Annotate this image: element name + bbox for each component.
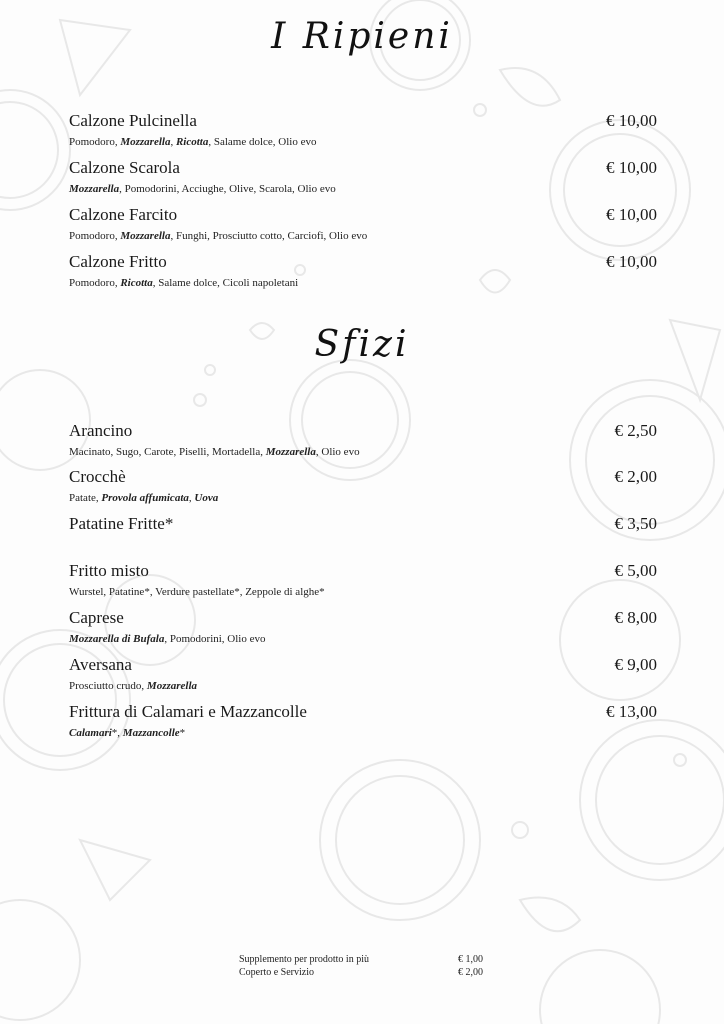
menu-item-desc	[69, 679, 657, 693]
menu-item-desc	[69, 491, 657, 505]
ingredient-text: , Pomodorini, Olio evo	[164, 633, 266, 645]
footer-price: € 2,00	[458, 967, 483, 978]
menu-item	[69, 205, 657, 243]
menu-item-price: € 10,00	[606, 205, 657, 224]
menu-item	[69, 421, 657, 459]
section-title-ripieni: I Ripieni	[271, 16, 453, 57]
ingredient-highlight: Ricotta	[120, 277, 153, 289]
ingredient-text: , Olio evo	[315, 446, 360, 458]
menu-item-name: Calzone Farcito	[69, 205, 178, 224]
menu-item	[69, 514, 657, 534]
menu-item	[69, 252, 657, 290]
menu-item	[69, 655, 657, 693]
section-title-sfizi: Sfizi	[314, 324, 410, 365]
menu-item-price: € 10,00	[606, 111, 657, 130]
ingredient-highlight: Mozzarella	[265, 446, 316, 458]
menu-item-desc	[69, 585, 657, 599]
ingredient-text: Pomodoro,	[69, 136, 121, 148]
menu-item	[69, 702, 657, 740]
menu-item	[69, 158, 657, 196]
menu-item-name: Calzone Scarola	[69, 158, 180, 177]
ingredient-highlight: Mozzarella	[146, 680, 198, 692]
menu-item	[69, 111, 657, 149]
ingredient-text: *,	[111, 727, 123, 739]
menu-item-name: Calzone Fritto	[69, 252, 167, 271]
ingredient-highlight: Calamari	[69, 727, 112, 739]
footer-label: Coperto e Servizio	[239, 967, 314, 978]
ingredient-text: Macinato, Sugo, Carote, Piselli, Mortadella,	[69, 446, 266, 458]
menu-item	[69, 561, 657, 599]
ingredient-text: Prosciutto crudo,	[69, 680, 147, 692]
menu-item	[69, 467, 657, 505]
menu-item-desc	[69, 135, 657, 149]
menu-item-desc	[69, 445, 657, 459]
menu-item-price: € 9,00	[614, 655, 657, 674]
menu-item-price: € 5,00	[614, 561, 657, 580]
menu-item-desc	[69, 726, 657, 740]
ingredient-highlight: Mozzarella	[69, 183, 120, 195]
footer-label: Supplemento per prodotto in più	[239, 954, 369, 965]
menu-item-price: € 2,50	[614, 421, 657, 440]
footer-extras	[239, 953, 489, 979]
ingredient-text: Pomodoro,	[69, 230, 121, 242]
menu-item-price: € 10,00	[606, 252, 657, 271]
ingredient-text: Patate,	[69, 492, 102, 504]
menu-item-price: € 10,00	[606, 158, 657, 177]
menu-item-desc	[69, 229, 657, 243]
ingredient-highlight: Mozzarella di Bufala	[69, 633, 165, 645]
menu-item-desc	[69, 632, 657, 646]
footer-price: € 1,00	[458, 954, 483, 965]
ingredient-text: , Salame dolce, Olio evo	[208, 136, 317, 148]
ingredient-highlight: Uova	[194, 492, 219, 504]
ingredient-text: ,	[188, 492, 195, 504]
ingredient-text: ,	[170, 136, 176, 148]
ingredient-text: , Funghi, Prosciutto cotto, Carciofi, Olio evo	[170, 230, 368, 242]
menu-item-price: € 13,00	[606, 702, 657, 721]
menu-item-name: Crocchè	[69, 467, 126, 486]
menu-item-desc	[69, 276, 657, 290]
ingredient-highlight: Mazzancolle	[122, 727, 180, 739]
menu-item-name: Aversana	[69, 655, 132, 674]
ingredient-text: , Pomodorini, Acciughe, Olive, Scarola, Olio evo	[119, 183, 336, 195]
menu-item-name: Patatine Fritte*	[69, 514, 174, 533]
menu-item-name: Arancino	[69, 421, 133, 440]
footer-row	[239, 953, 489, 966]
ingredient-text: Pomodoro,	[69, 277, 121, 289]
ingredient-highlight: Mozzarella	[120, 230, 171, 242]
ingredient-text: Wurstel, Patatine*, Verdure pastellate*, Zeppole di alghe*	[69, 586, 325, 598]
menu-item-name: Frittura di Calamari e Mazzancolle	[69, 702, 307, 721]
menu-item-name: Calzone Pulcinella	[69, 111, 197, 130]
footer-row	[239, 966, 489, 979]
ingredient-highlight: Mozzarella	[120, 136, 171, 148]
ingredient-text: , Salame dolce, Cicoli napoletani	[152, 277, 299, 289]
menu-item-price: € 8,00	[614, 608, 657, 627]
menu-item-name: Fritto misto	[69, 561, 149, 580]
menu-item	[69, 608, 657, 646]
ingredient-highlight: Ricotta	[175, 136, 209, 148]
menu-item-name: Caprese	[69, 608, 124, 627]
ingredient-highlight: Provola affumicata	[101, 492, 189, 504]
menu-item-price: € 3,50	[614, 514, 657, 533]
ingredient-text: *	[179, 727, 186, 739]
menu-item-price: € 2,00	[614, 467, 657, 486]
menu-item-desc	[69, 182, 657, 196]
